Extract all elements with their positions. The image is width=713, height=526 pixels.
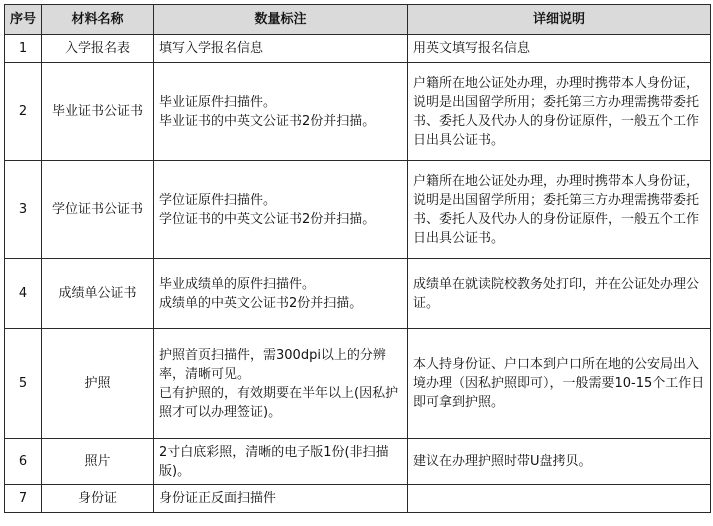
- header-no: 序号: [5, 5, 42, 35]
- table-row: [5, 259, 711, 329]
- table-row: [5, 439, 711, 485]
- table-row: [5, 485, 711, 513]
- row-quantity: 毕业证原件扫描件。 毕业证书的中英文公证书2份并扫描。: [154, 63, 408, 161]
- row-quantity: 2寸白底彩照，清晰的电子版1份(非扫描版)。: [154, 439, 408, 485]
- table-header-row: [5, 5, 711, 35]
- row-name: 身份证: [42, 485, 154, 513]
- row-name: 入学报名表: [42, 35, 154, 63]
- row-no: 4: [5, 259, 42, 329]
- row-quantity: 填写入学报名信息: [154, 35, 408, 63]
- row-quantity: 毕业成绩单的原件扫描件。 成绩单的中英文公证书2份并扫描。: [154, 259, 408, 329]
- table-row: [5, 329, 711, 439]
- header-quantity: 数量标注: [154, 5, 408, 35]
- row-no: 1: [5, 35, 42, 63]
- row-no: 2: [5, 63, 42, 161]
- header-name: 材料名称: [42, 5, 154, 35]
- row-name: 照片: [42, 439, 154, 485]
- row-detail: 户籍所在地公证处办理，办理时携带本人身份证，说明是出国留学所用；委托第三方办理需携带委托书、委托人及代办人的身份证原件，一般五个工作日出具公证书。: [408, 161, 711, 259]
- table-row: [5, 63, 711, 161]
- row-quantity: 学位证原件扫描件。 学位证书的中英文公证书2份并扫描。: [154, 161, 408, 259]
- row-no: 7: [5, 485, 42, 513]
- header-detail: 详细说明: [408, 5, 711, 35]
- materials-table: [4, 4, 711, 513]
- row-detail: 户籍所在地公证处办理，办理时携带本人身份证，说明是出国留学所用；委托第三方办理需携带委托书、委托人及代办人的身份证原件，一般五个工作日出具公证书。: [408, 63, 711, 161]
- row-detail: 成绩单在就读院校教务处打印，并在公证处办理公证。: [408, 259, 711, 329]
- row-detail: [408, 485, 711, 513]
- row-quantity: 护照首页扫描件，需300dpi以上的分辨率，清晰可见。 已有护照的，有效期要在半年以上(因私护照才可以办理签证)。: [154, 329, 408, 439]
- row-detail: 用英文填写报名信息: [408, 35, 711, 63]
- row-no: 6: [5, 439, 42, 485]
- table-row: [5, 161, 711, 259]
- row-detail: 建议在办理护照时带U盘拷贝。: [408, 439, 711, 485]
- row-name: 学位证书公证书: [42, 161, 154, 259]
- table-row: [5, 35, 711, 63]
- row-no: 5: [5, 329, 42, 439]
- row-quantity: 身份证正反面扫描件: [154, 485, 408, 513]
- row-name: 毕业证书公证书: [42, 63, 154, 161]
- row-name: 护照: [42, 329, 154, 439]
- row-no: 3: [5, 161, 42, 259]
- row-name: 成绩单公证书: [42, 259, 154, 329]
- row-detail: 本人持身份证、户口本到户口所在地的公安局出入境办理（因私护照即可），一般需要10-15个工作日即可拿到护照。: [408, 329, 711, 439]
